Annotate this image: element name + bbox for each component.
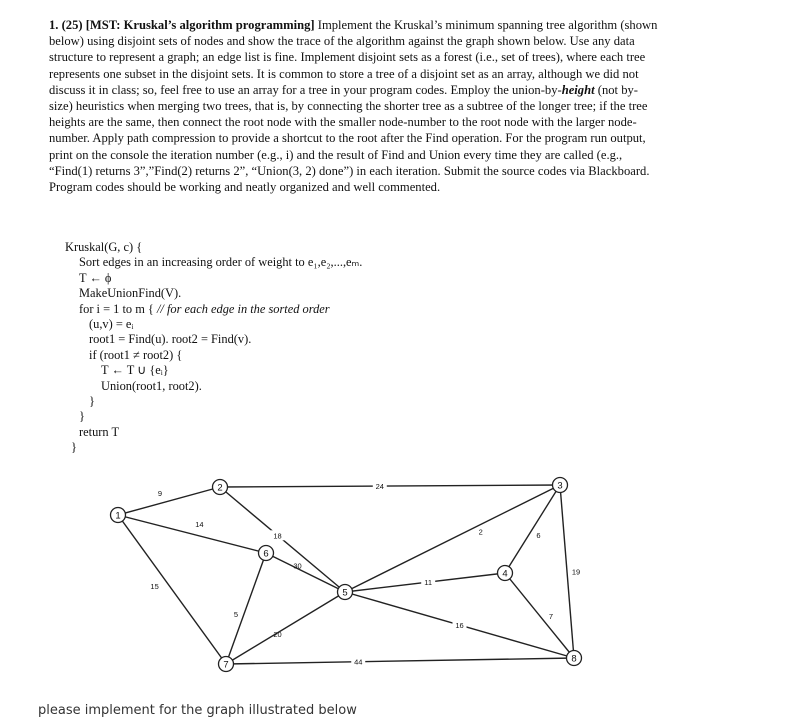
edge-4-8 — [505, 573, 574, 658]
edge-1-2 — [118, 487, 220, 515]
node-label-8: 8 — [571, 653, 577, 665]
edge-weight-5-7: 20 — [273, 630, 282, 639]
problem-italic-word: height — [561, 82, 595, 97]
footer-note: please implement for the graph illustrated below — [38, 703, 357, 718]
code-line: Sort edges in an increasing order of weight to e₁,e₂,...,eₘ. — [79, 255, 363, 270]
edge-2-3 — [220, 485, 560, 487]
code-line: } — [71, 440, 77, 455]
edge-5-7 — [226, 592, 345, 664]
node-label-2: 2 — [217, 482, 223, 494]
code-line: (u,v) = eᵢ — [89, 317, 134, 332]
code-line: Kruskal(G, c) { — [65, 240, 143, 254]
code-line: } — [79, 409, 85, 424]
code-line: MakeUnionFind(V). — [79, 286, 182, 301]
code-comment: // for each edge in the sorted order — [156, 301, 330, 316]
edge-weight-3-5: 2 — [478, 527, 483, 537]
edge-1-7 — [118, 515, 226, 664]
edge-3-5 — [345, 485, 560, 592]
code-line: } — [89, 394, 95, 409]
code-line: T ← T ∪ {eᵢ} — [101, 363, 169, 378]
edge-weight-3-4: 6 — [536, 531, 541, 540]
edge-weight-1-2: 9 — [157, 489, 163, 498]
edge-weight-2-5: 18 — [273, 531, 282, 541]
edge-7-8 — [226, 658, 574, 664]
problem-text-part1: Implement the Kruskal’s minimum spanning tree algorithm (shown below) using disjoint sets of nodes and show the trace of the algorithm against the graph shown below. Use any data structure to represent a graph; an edge list is fine. Implement disjoint sets as a forest (i.e., set of trees), where each tree represents one subset in the disjoint sets. It is common to store a tree of a disjoint set as an array, although we did not discuss it in class; so, feel free to use an array for a tree in your program codes. Employ the union-by- — [49, 18, 658, 97]
node-label-6: 6 — [263, 548, 269, 560]
edge-weight-3-8: 19 — [571, 567, 581, 577]
edge-weight-1-6: 14 — [195, 519, 204, 529]
problem-heading: 1. (25) [MST: Kruskal’s algorithm programming] — [49, 18, 315, 32]
problem-text-part2: (not by-size) heuristics when merging two trees, that is, by connecting the shorter tree as a subtree of the longer tree; if the tree heights are the same, then connect the root node with the smaller node-number to the root node with the larger node-number. Apply path compression to provide a shortcut to the root after the Find operation. For the program run output, print on the console the iteration number (e.g., i) and the result of Find and Union every time they are called (e.g., “Find(1) returns 3”,”Find(2) returns 2”, “Union(3, 2) done”) in each iteration. Submit the source codes via Blackboard. Program codes should be working and neatly organized and well commented. — [49, 82, 650, 195]
edge-weight-6-7: 5 — [233, 610, 239, 620]
node-label-3: 3 — [557, 480, 563, 492]
edge-weight-7-8: 44 — [354, 657, 363, 667]
node-label-4: 4 — [502, 568, 508, 580]
edge-weight-1-7: 15 — [150, 582, 159, 592]
node-label-5: 5 — [342, 587, 348, 599]
code-line: T ← ϕ — [79, 270, 112, 285]
edge-weight-5-6: 30 — [293, 561, 302, 571]
edge-1-6 — [118, 515, 266, 553]
edge-weight-5-8: 16 — [455, 621, 464, 630]
code-line: return T — [79, 424, 120, 439]
code-line: if (root1 ≠ root2) { — [89, 347, 183, 362]
node-label-1: 1 — [115, 510, 121, 522]
code-for-loop: for i = 1 to m { — [79, 301, 157, 316]
edge-6-7 — [226, 553, 266, 664]
edge-weight-2-3: 24 — [375, 482, 384, 492]
edge-weight-4-5: 11 — [424, 578, 433, 588]
code-line: root1 = Find(u). root2 = Find(v). — [89, 332, 252, 347]
node-label-7: 7 — [223, 659, 229, 671]
edge-weight-4-8: 7 — [548, 611, 554, 621]
code-line: Union(root1, root2). — [101, 378, 202, 393]
